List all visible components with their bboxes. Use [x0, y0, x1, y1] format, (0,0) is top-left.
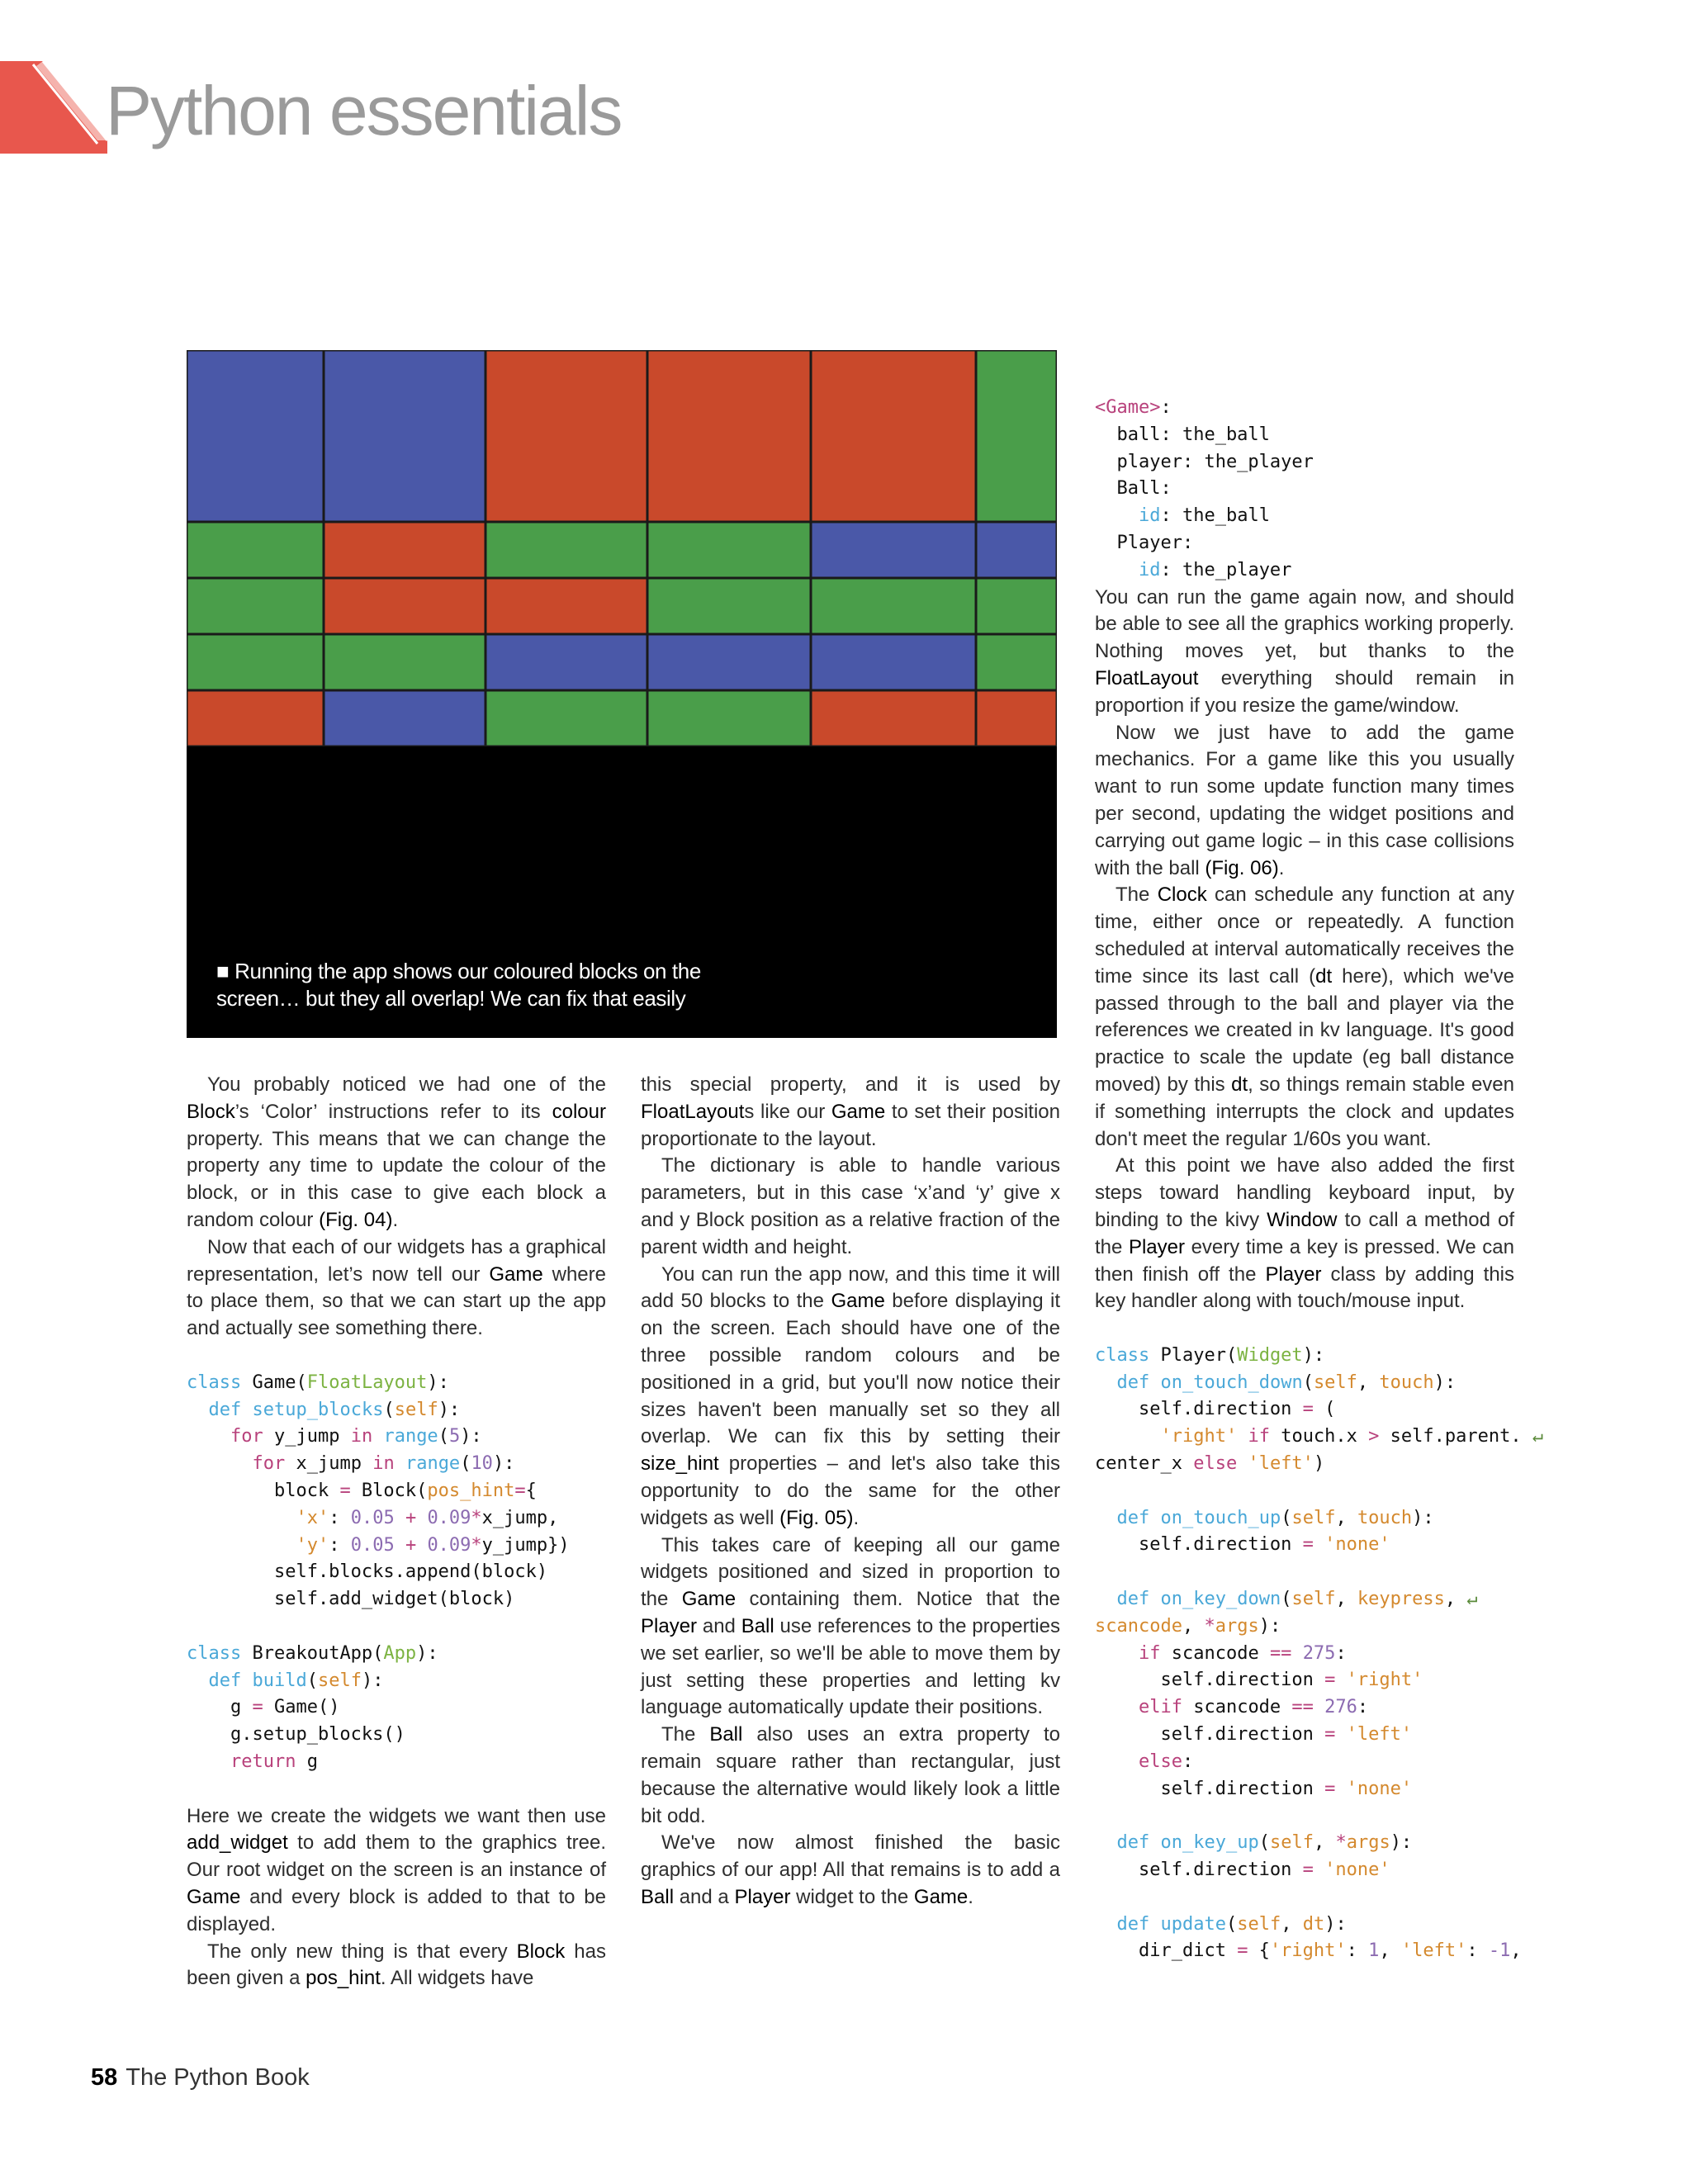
code-block-game-class: class Game(FloatLayout): def setup_blocks(self): for y_jump in range(5): for x_jump in range(10): block = Block(pos_hint={ 'x': 0.05 + 0.09*x_jump, 'y': 0.05 + 0.09*y_jump}) self.blocks.append(block) self.add_widget(block) class BreakoutApp(App): def build(self): g = Game() g.setup_blocks() return g: [187, 1372, 570, 1772]
col3-paragraph-1: You can run the game again now, and should be able to see all the graphics working properly. Nothing moves yet, but thanks to the FloatLayout everything should remain in proportion if you resize the game/window.: [1095, 585, 1514, 717]
col2-paragraph-1: this special property, and it is used by FloatLayouts like our Game to set their position proportionate to the layout.: [641, 1073, 1060, 1150]
line-continuation-icon: ↵: [1532, 1426, 1544, 1447]
col1-paragraph-4: The only new thing is that every Block has been given a pos_hint. All widgets have: [187, 1940, 606, 1990]
col3-paragraph-2: Now we just have to add the game mechanics. For a game like this you usually want to run some update function many times per second, updating the widget positions and carrying out game logic – in this case collisions with the ball (Fig. 06).: [1095, 721, 1514, 879]
section-title: Python essentials: [106, 72, 622, 149]
code-block-kv-game: <Game>: ball: the_ball player: the_player Ball: id: the_ball Player: id: the_player: [1095, 397, 1314, 580]
col2-paragraph-6: We've now almost finished the basic graphics of our app! All that remains is to add a Ball and a Player widget to the Game.: [641, 1831, 1060, 1908]
book-title: The Python Book: [126, 2064, 310, 2091]
section-tab-icon: [0, 61, 116, 154]
line-continuation-icon: ↵: [1466, 1589, 1478, 1610]
column-3: [1095, 395, 1544, 1965]
col2-paragraph-4: This takes care of keeping all our game widgets positioned and sized in proportion to the Game containing them. Notice that the Player and Ball use references to the properties we set earlier, so we'll be able to move them by just setting these properties and letting kv language automatically update their positions.: [641, 1533, 1060, 1719]
col2-paragraph-3: You can run the app now, and this time it will add 50 blocks to the Game before displaying it on the screen. Each should have one of the three possible random colours and be positioned in a grid, but you'll now notice their sizes haven't been manually set so they all overlap. We can fix this by setting their size_hint properties – and let's also take this opportunity to do the same for the other widgets as well (Fig. 05).: [641, 1263, 1061, 1529]
page-number: 58: [91, 2064, 118, 2091]
column-2: [641, 1072, 1060, 1912]
app-screenshot: [187, 350, 1057, 1038]
col2-paragraph-2: The dictionary is able to handle various parameters, but in this case ‘x’and ‘y’ give x and y Block position as a relative fraction of the parent width and height.: [641, 1154, 1060, 1258]
col3-paragraph-3: The Clock can schedule any function at any time, either once or repeatedly. A function scheduled at interval automatically receives the time since its last call (dt here), which we've passed through to the ball and player via the references we created in kv language. It's good practice to scale the update (eg ball distance moved) by this dt, so things remain stable even if something interrupts the clock and updates don't meet the regular 1/60s you want.: [1095, 884, 1515, 1150]
code-block-player-class: class Player(Widget): def on_touch_down(self, touch): self.direction = ( 'right' if touch.x > self.parent. ↵ center_x else 'left') def on_touch_up(self, touch): self.direction = 'none' def on_key_down(self, keypress, ↵ scancode, *args): if scancode == 275: self.direction = 'right' elif scancode == 276: self.direction = 'left' else: self.direction = 'none' def on_key_up(self, *args): self.direction = 'none' def update(self, dt): dir_dict = {'right': 1, 'left': -1,: [1095, 1344, 1544, 1962]
col1-paragraph-1: You probably noticed we had one of the Block’s ‘Color’ instructions refer to its colour property. This means that we can change the property any time to update the colour of the block, or in this case to give each block a random colour (Fig. 04).: [187, 1073, 606, 1231]
figure-caption: ■ Running the app shows our coloured blocks on the screen… but they all overlap! We can fix that easily: [216, 959, 701, 1011]
block-grid: [187, 350, 1057, 746]
col1-paragraph-2: Now that each of our widgets has a graphical representation, let’s now tell our Game where to place them, so that we can start up the app and actually see something there.: [187, 1235, 606, 1340]
column-1: [187, 1072, 606, 1992]
col3-paragraph-4: At this point we have also added the first steps toward handling keyboard input, by binding to the kivy Window to call a method of the Player every time a key is pressed. We can then finish off the Player class by adding this key handler along with touch/mouse input.: [1095, 1154, 1515, 1313]
caption-bullet-icon: ■: [216, 959, 230, 983]
col1-paragraph-3: Here we create the widgets we want then use add_widget to add them to the graphics tree. Our root widget on the screen is an instance of Game and every block is added to that to be displayed.: [187, 1804, 606, 1935]
page-footer: [91, 2064, 310, 2092]
col2-paragraph-5: The Ball also uses an extra property to remain square rather than rectangular, just because the alternative would likely look a little bit odd.: [641, 1723, 1060, 1827]
